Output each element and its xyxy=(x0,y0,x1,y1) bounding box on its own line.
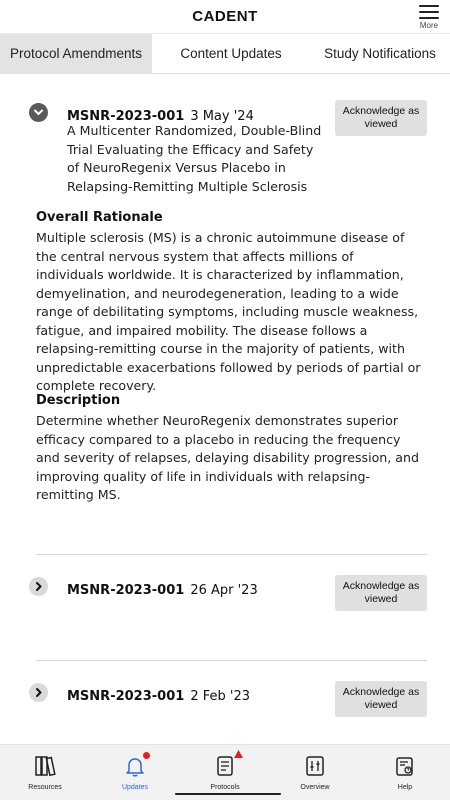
rationale-text: Multiple sclerosis (MS) is a chronic autoimmune disease of the central nervous system that affects millions of individuals worldwide. It is characterized by inflammation, demyelination, and neurodegeneration, leading to a wide range of debilitating symptoms, including muscle weakness, fatigue, and impaired mobility. The disease follows a relapsing-remitting course in the majority of patients, with unpredictable exacerbations followed by periods of partial or complete recovery. xyxy=(36,230,421,393)
amendment-date: 3 May '24 xyxy=(190,109,254,124)
nav-resources[interactable] xyxy=(0,745,90,800)
acknowledge-button[interactable]: Acknowledge as viewed xyxy=(335,681,427,717)
description-text: Determine whether NeuroRegenix demonstrates superior efficacy compared to a placebo in reducing the frequency and severity of relapses, delaying disability progression, and improving quality of life in individuals with relapsing-remitting MS. xyxy=(36,413,419,502)
tab-bar xyxy=(0,34,450,74)
tab-study-notifications[interactable]: Study Notifications xyxy=(324,46,436,61)
nav-protocols[interactable] xyxy=(180,745,270,800)
more-menu-button[interactable] xyxy=(416,4,442,32)
acknowledge-button[interactable]: Acknowledge as viewed xyxy=(335,575,427,611)
nav-overview[interactable] xyxy=(270,745,360,800)
app-title: CADENT xyxy=(192,8,258,25)
chevron-right-icon xyxy=(33,687,44,698)
notification-badge xyxy=(143,752,150,759)
description-heading: Description xyxy=(36,393,121,408)
books-icon xyxy=(33,754,57,778)
protocol-id: MSNR-2023-001 xyxy=(67,109,185,124)
expand-toggle-button[interactable] xyxy=(29,577,48,596)
more-label: More xyxy=(419,21,439,30)
bottom-navigation xyxy=(0,744,450,800)
protocol-title: A Multicenter Randomized, Double-Blind Trial Evaluating the Efficacy and Safety of NeuroRegenix Versus Placebo in Relapsing-Remitting Multiple Sclerosis xyxy=(67,123,322,194)
protocol-id: MSNR-2023-001 xyxy=(67,583,185,598)
collapse-toggle-button[interactable] xyxy=(29,103,48,122)
amendment-date: 26 Apr '23 xyxy=(190,583,258,598)
nav-label: Protocols xyxy=(210,784,240,791)
tab-content-updates[interactable]: Content Updates xyxy=(180,46,282,61)
sliders-icon xyxy=(303,754,327,778)
nav-help[interactable] xyxy=(360,745,450,800)
home-indicator xyxy=(175,793,281,795)
amendments-list xyxy=(0,75,450,744)
divider xyxy=(36,554,427,555)
protocol-id: MSNR-2023-001 xyxy=(67,689,185,704)
nav-label: Resources xyxy=(28,784,62,791)
rationale-heading: Overall Rationale xyxy=(36,210,163,225)
hamburger-icon xyxy=(419,5,439,19)
divider xyxy=(36,660,427,661)
nav-label: Updates xyxy=(121,784,149,791)
item-header xyxy=(67,579,258,598)
chevron-right-icon xyxy=(33,581,44,592)
nav-updates[interactable] xyxy=(90,745,180,800)
nav-label: Overview xyxy=(300,784,330,791)
acknowledge-button[interactable]: Acknowledge as viewed xyxy=(335,100,427,136)
expand-toggle-button[interactable] xyxy=(29,683,48,702)
help-document-icon xyxy=(393,754,417,778)
item-header xyxy=(67,685,250,704)
nav-label: Help xyxy=(397,784,413,791)
amendment-date: 2 Feb '23 xyxy=(190,689,250,704)
alert-triangle-icon xyxy=(234,750,243,758)
app-header xyxy=(0,0,450,34)
chevron-down-icon xyxy=(33,107,44,118)
tab-protocol-amendments[interactable]: Protocol Amendments xyxy=(0,34,152,74)
